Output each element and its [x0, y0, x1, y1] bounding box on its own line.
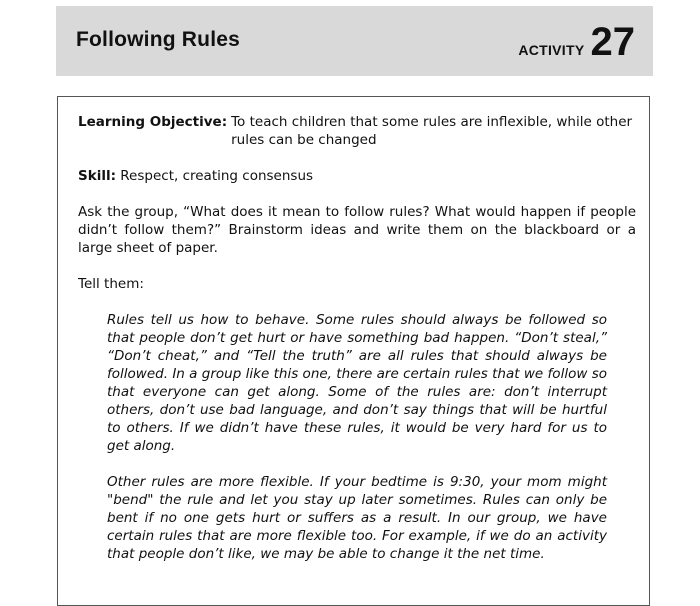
page-title: Following Rules: [76, 28, 240, 51]
content-body: [78, 113, 636, 581]
objective-label: Learning Objective:: [78, 114, 228, 130]
activity-label: ACTIVITY: [518, 42, 585, 58]
skill-label: Skill:: [78, 168, 116, 184]
script-paragraph-1: Rules tell us how to behave. Some rules should always be followed so that people don’t get hurt or have something bad happen. “Don’t steal,” “Don’t cheat,” and “Tell the truth” are all rules that should always be followed. In a group like this one, there are certain rules that we follow so that everyone can get along. Some of the rules are: don’t interrupt others, don’t use bad language, and don’t say things that will be hurtful to others. If we didn’t have these rules, it would be very hard for us to get along.: [107, 312, 607, 454]
skill-text: Respect, creating consensus: [120, 168, 314, 184]
learning-objective: [78, 113, 636, 149]
activity-number: 27: [590, 20, 635, 64]
instructions-paragraph: Ask the group, “What does it mean to follow rules? What would happen if people didn’t follow them?” Brainstorm ideas and write them on the blackboard or a large sheet of paper.: [78, 204, 636, 256]
activity-marker: [518, 12, 635, 72]
tell-them-label: Tell them:: [78, 276, 144, 292]
header-band: [56, 6, 653, 76]
objective-text: To teach children that some rules are inflexible, while other rules can be changed: [231, 114, 633, 148]
script-paragraph-2: Other rules are more flexible. If your bedtime is 9:30, your mom might "bend" the rule and let you stay up later sometimes. Rules can only be bent if no one gets hurt or suffers as a result. In our group, we have certain rules that are more flexible too. For example, if we do an activity that people don’t like, we may be able to change it the net time.: [107, 474, 607, 562]
skill: [78, 167, 636, 185]
content-box: [57, 96, 650, 606]
